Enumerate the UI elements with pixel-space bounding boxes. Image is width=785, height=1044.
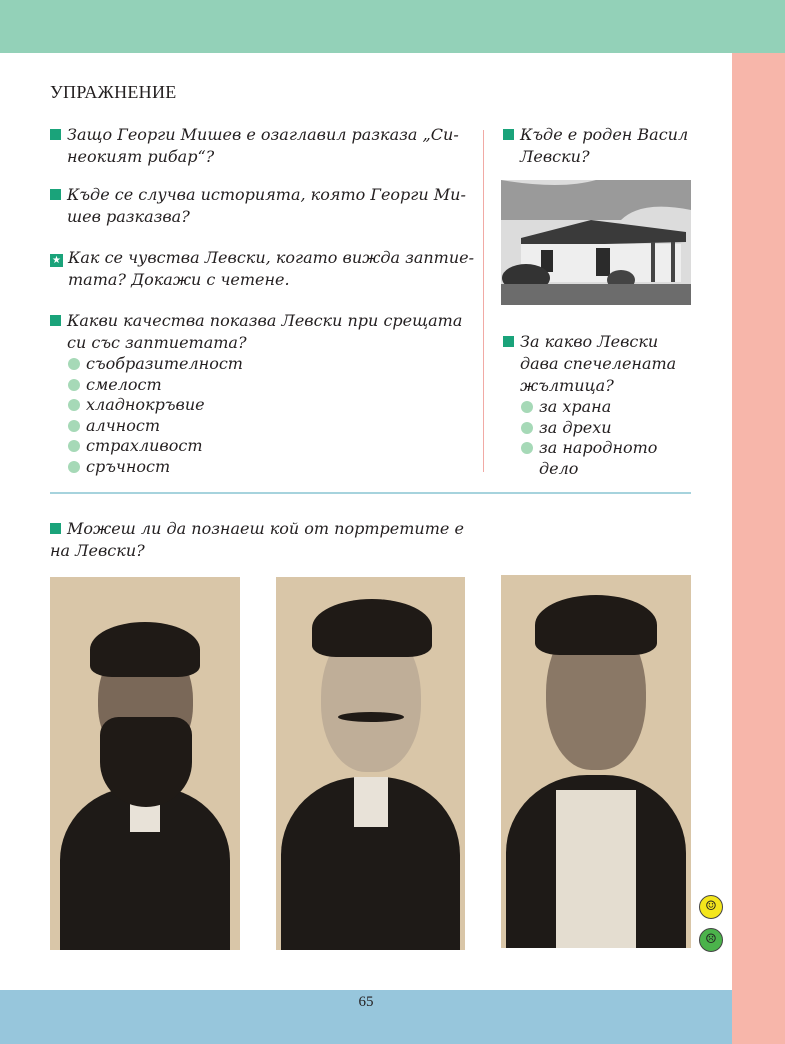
portrait-1[interactable] xyxy=(50,577,240,950)
house-illustration xyxy=(501,180,691,305)
exercise-heading: УПРАЖНЕНИЕ xyxy=(50,82,177,102)
square-bullet-icon xyxy=(50,315,61,326)
section-divider xyxy=(50,492,691,494)
side-color-band xyxy=(732,53,785,1044)
circle-bullet-icon xyxy=(521,422,533,434)
option-item: за храна xyxy=(503,397,676,418)
square-bullet-icon xyxy=(50,523,61,534)
question-levski-qualities: Какви качества показва Левски при срещата си със заптиетата? съобразителност смелост хладнокръвие алчност страхливост сръчност xyxy=(50,310,462,477)
circle-bullet-icon xyxy=(521,401,533,413)
question-story-location: Къде се случва историята, която Георги Ми- шев разказва? xyxy=(50,184,466,228)
option-item: алчност xyxy=(50,416,462,437)
star-icon: ★ xyxy=(50,254,63,267)
circle-bullet-icon xyxy=(68,399,80,411)
square-bullet-icon xyxy=(503,336,514,347)
question-birthplace: Къде е роден Васил Левски? xyxy=(503,124,688,168)
circle-bullet-icon xyxy=(68,379,80,391)
option-item: сръчност xyxy=(50,457,462,478)
question-title-meaning: Защо Георги Мишев е озаглавил разказа „Си- неокият рибар“? xyxy=(50,124,459,168)
smiley-sad-icon[interactable]: ☹ xyxy=(699,928,723,952)
option-item: за дрехи xyxy=(503,418,676,439)
top-color-band xyxy=(0,0,785,53)
question-levski-feelings: ★ Как се чувства Левски, когато вижда заптие- тата? Докажи с четене. xyxy=(50,247,474,291)
circle-bullet-icon xyxy=(68,420,80,432)
option-item: смелост xyxy=(50,375,462,396)
portrait-2[interactable] xyxy=(276,577,465,950)
option-item: страхливост xyxy=(50,436,462,457)
option-item-continuation: дело xyxy=(539,458,579,478)
column-divider xyxy=(483,130,484,472)
option-item: хладнокръвие xyxy=(50,395,462,416)
page-number: 65 xyxy=(358,994,374,1010)
square-bullet-icon xyxy=(503,129,514,140)
question-portraits: Можеш ли да познаеш кой от портретите е на Левски? xyxy=(50,519,464,560)
square-bullet-icon xyxy=(50,129,61,140)
option-item: съобразителност xyxy=(50,354,462,375)
square-bullet-icon xyxy=(50,189,61,200)
circle-bullet-icon xyxy=(521,442,533,454)
portrait-3[interactable] xyxy=(501,575,691,948)
question-gold-coin: За какво Левски дава спечелената жълтица? за храна за дрехи за народното дело xyxy=(503,331,676,479)
option-item: за народното xyxy=(503,438,676,459)
circle-bullet-icon xyxy=(68,440,80,452)
smiley-happy-icon[interactable]: ☺ xyxy=(699,895,723,919)
circle-bullet-icon xyxy=(68,461,80,473)
circle-bullet-icon xyxy=(68,358,80,370)
birth-house-photo xyxy=(501,180,691,305)
